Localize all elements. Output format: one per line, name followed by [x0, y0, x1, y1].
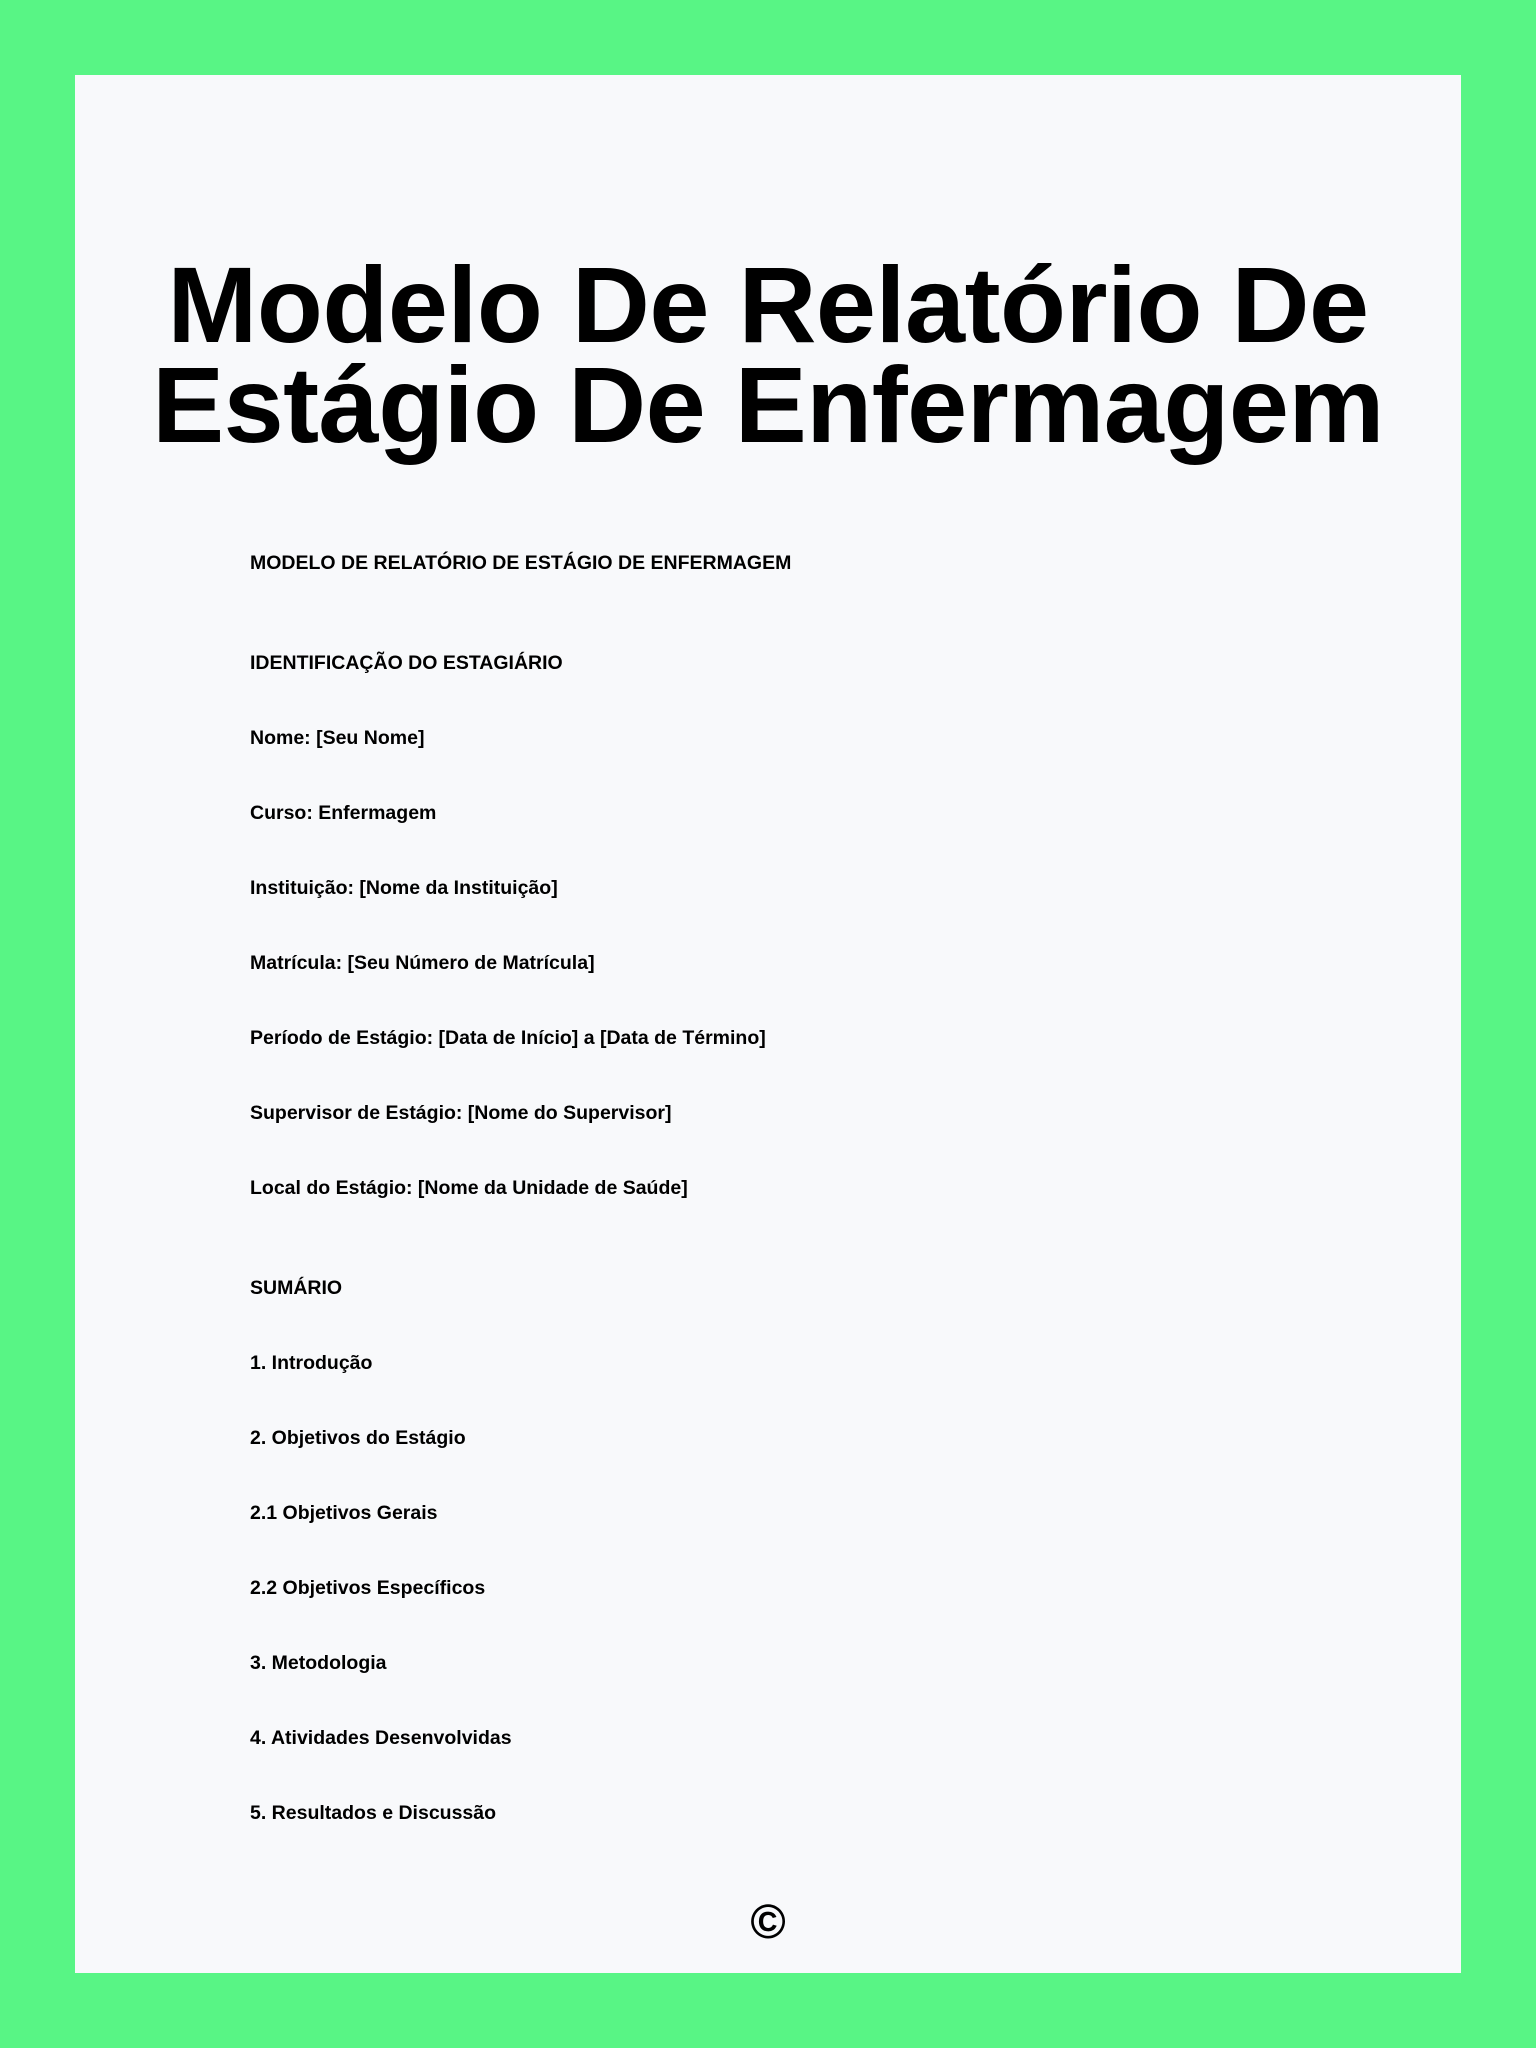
field-supervisor: Supervisor de Estágio: [Nome do Supervisor] — [250, 1102, 672, 1124]
field-curso: Curso: Enfermagem — [250, 802, 437, 824]
summary-heading: SUMÁRIO — [250, 1277, 343, 1299]
summary-item: 3. Metodologia — [250, 1652, 387, 1674]
identification-heading: IDENTIFICAÇÃO DO ESTAGIÁRIO — [250, 652, 563, 674]
document-page — [75, 75, 1461, 1973]
copyright-icon: © — [750, 1896, 786, 1949]
summary-item: 2. Objetivos do Estágio — [250, 1427, 466, 1449]
field-periodo: Período de Estágio: [Data de Início] a [Data de Término] — [250, 1027, 766, 1049]
document-heading: MODELO DE RELATÓRIO DE ESTÁGIO DE ENFERMAGEM — [250, 552, 792, 574]
summary-item: 5. Resultados e Discussão — [250, 1802, 497, 1824]
title-line-2: Estágio De Enfermagem — [152, 344, 1384, 465]
summary-item: 1. Introdução — [250, 1352, 373, 1374]
field-instituicao: Instituição: [Nome da Instituição] — [250, 877, 558, 899]
field-local: Local do Estágio: [Nome da Unidade de Saúde] — [250, 1177, 688, 1199]
summary-item: 2.2 Objetivos Específicos — [250, 1577, 486, 1599]
field-nome: Nome: [Seu Nome] — [250, 727, 425, 749]
page-title — [75, 244, 1461, 465]
field-matricula: Matrícula: [Seu Número de Matrícula] — [250, 952, 595, 974]
summary-item: 4. Atividades Desenvolvidas — [250, 1727, 512, 1749]
summary-item: 2.1 Objetivos Gerais — [250, 1502, 438, 1524]
title-line-1: Modelo De Relatório De — [167, 244, 1369, 365]
